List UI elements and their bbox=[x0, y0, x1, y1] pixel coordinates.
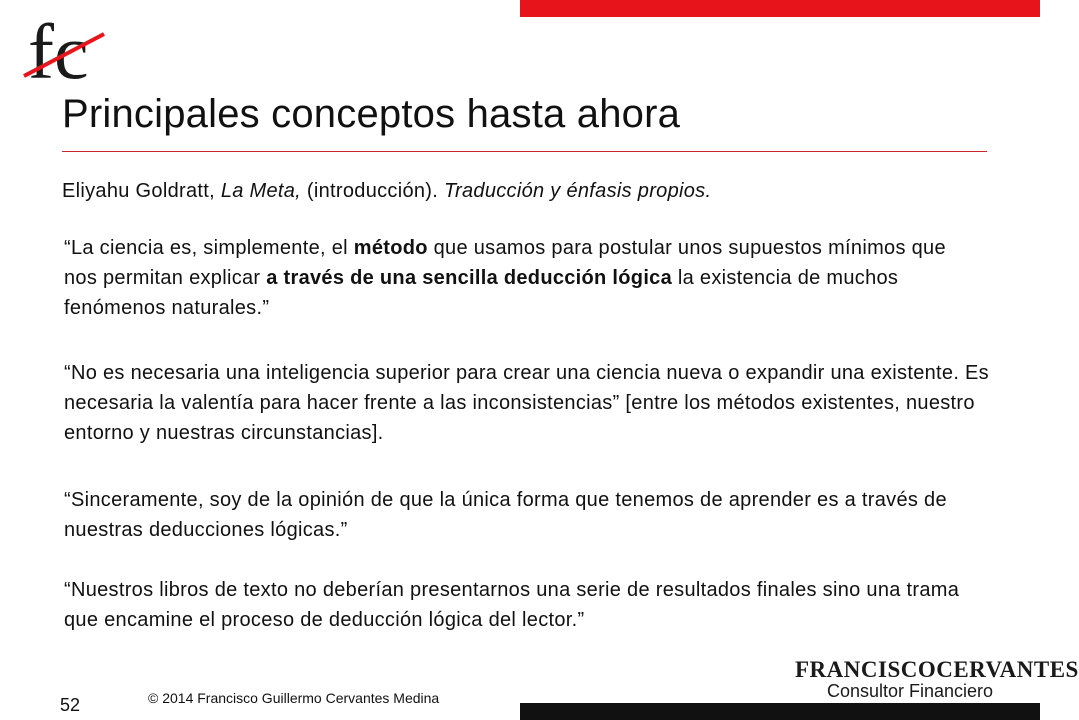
quote-4: “Nuestros libros de texto no deberían presentarnos una serie de resultados finales sino una trama que encamine el proceso de deducción lógica del lector.” bbox=[64, 579, 960, 631]
quote-1-text-b: que usamos para postular unos supuestos mínimos que nos permitan explicar bbox=[64, 237, 946, 289]
quote-1-text-a: “La ciencia es, simplemente, el bbox=[64, 237, 354, 259]
citation-section: (introducción). bbox=[301, 180, 444, 202]
quote-3: “Sinceramente, soy de la opinión de que la única forma que tenemos de aprender es a través de nuestras deducciones lógicas.” bbox=[64, 489, 947, 541]
fc-logo-icon bbox=[22, 8, 112, 95]
quote-2: “No es necesaria una inteligencia superior para crear una ciencia nueva o expandir una existente. Es necesaria la valentía para hacer frente a las inconsistencias” [entre los métodos existentes, nuestro entorno y nuestras circunstancias]. bbox=[64, 362, 989, 444]
top-accent-bar bbox=[520, 0, 1040, 17]
citation-author: Eliyahu Goldratt, bbox=[62, 180, 221, 202]
quote-1 bbox=[64, 233, 964, 323]
copyright: © 2014 Francisco Guillermo Cervantes Medina bbox=[148, 690, 440, 706]
page-title: Principales conceptos hasta ahora bbox=[62, 92, 681, 136]
logo-letters: fc bbox=[28, 8, 89, 95]
quote-1-emphasis-metodo: método bbox=[353, 237, 428, 259]
company-name: FRANCISCOCERVANTES bbox=[795, 657, 1079, 682]
company-brand bbox=[795, 657, 1079, 702]
page-number: 52 bbox=[60, 695, 81, 715]
company-tagline: Consultor Financiero bbox=[826, 681, 994, 701]
quote-1-emphasis-deduccion: a través de una sencilla deducción lógica bbox=[266, 267, 673, 289]
citation-book: La Meta, bbox=[220, 180, 302, 202]
citation bbox=[62, 176, 711, 206]
citation-note: Traducción y énfasis propios. bbox=[443, 180, 712, 202]
quote-1-text-c: la existencia de muchos fenómenos naturales.” bbox=[64, 267, 899, 319]
title-divider bbox=[62, 151, 987, 152]
bottom-accent-bar bbox=[520, 703, 1040, 720]
